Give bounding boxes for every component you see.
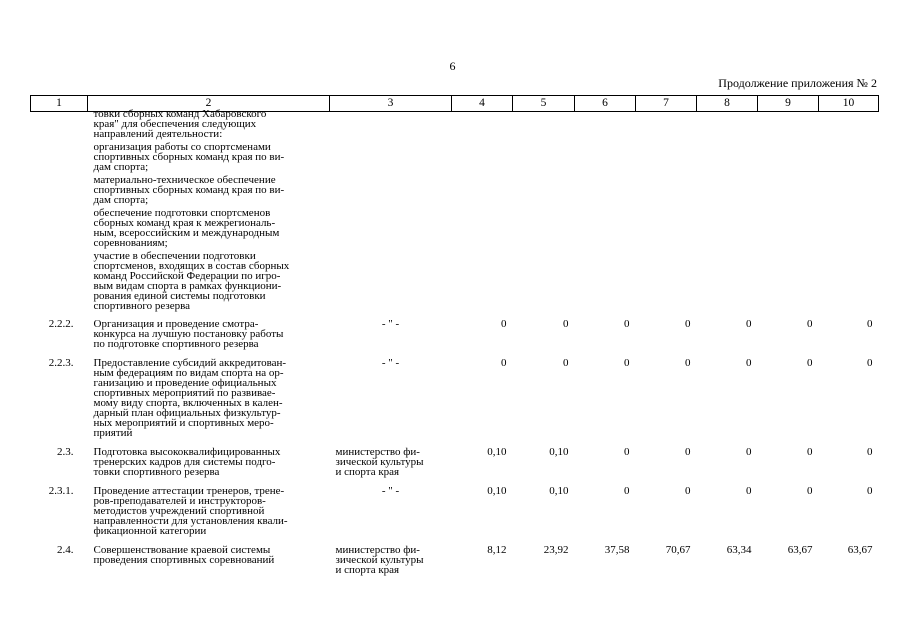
intro-paragraph: организация работы со спортсменами спортивных сборных команд края по ви- дам спорта; [93, 141, 285, 173]
row-value: 0 [867, 446, 873, 458]
row-description: Организация и проведение смотра- конкурса на лучшую постановку работы по подготовке спортивного резерва [93, 318, 284, 350]
row-value: 0 [685, 357, 691, 369]
row-value: 63,34 [726, 544, 752, 556]
row-empty-cells [330, 112, 879, 312]
row-value: 0 [685, 446, 691, 458]
row-value: 0 [867, 318, 873, 330]
table-row [31, 112, 879, 312]
row-number [31, 112, 88, 312]
header-col-1: 1 [31, 96, 88, 112]
row-value: 0 [746, 357, 752, 369]
intro-paragraph: товки сборных команд Хабаровского края" для обеспечения следующих направлений деятельности: [93, 108, 267, 140]
header-col-7: 7 [636, 96, 697, 112]
header-col-5: 5 [513, 96, 575, 112]
row-value: 0 [685, 485, 691, 497]
row-value: 0 [685, 318, 691, 330]
row-value: 0 [807, 318, 813, 330]
table-row [31, 537, 879, 576]
program-table [30, 95, 879, 576]
row-value: 0 [807, 485, 813, 497]
header-col-4: 4 [452, 96, 513, 112]
row-value: 0 [624, 357, 630, 369]
page-number: 6 [449, 59, 456, 73]
row-description: Проведение аттестации тренеров, трене- ров-преподавателей и инструкторов- методистов учреждений спортивной направленности для установления квали- фикационной категории [93, 485, 288, 537]
row-value: 70,67 [665, 544, 691, 556]
row-executor: - " - [381, 357, 400, 369]
header-col-6: 6 [575, 96, 636, 112]
row-value: 0 [624, 485, 630, 497]
row-value: 0,10 [549, 446, 569, 458]
row-value: 0 [501, 318, 507, 330]
intro-paragraph: участие в обеспечении подготовки спортсменов, входящих в состав сборных команд Российской Федерации по игро- вым видам спорта в рамках функциони- рования единой системы подготовки спортивного резерва [93, 250, 290, 312]
row-value: 0 [867, 485, 873, 497]
row-description: Совершенствование краевой системы проведения спортивных соревнований [93, 544, 275, 566]
row-description [88, 108, 330, 312]
row-executor: министерство фи- зической культуры и спорта края [335, 446, 424, 478]
row-value: 0 [746, 446, 752, 458]
row-value: 0 [624, 318, 630, 330]
header-col-9: 9 [758, 96, 819, 112]
row-number: 2.3.1. [48, 485, 74, 497]
intro-paragraph: материально-техническое обеспечение спортивных сборных команд края по ви- дам спорта; [93, 174, 285, 206]
table-row [31, 439, 879, 478]
row-value: 0 [563, 357, 569, 369]
row-value: 0,10 [487, 485, 507, 497]
row-value: 63,67 [847, 544, 873, 556]
row-description: Подготовка высококвалифицированных тренерских кадров для системы подго- товки спортивного резерва [93, 446, 281, 478]
row-executor: - " - [381, 318, 400, 330]
row-value: 0,10 [487, 446, 507, 458]
row-value: 0 [746, 485, 752, 497]
header-col-2: 2 [88, 96, 330, 112]
header-col-3: 3 [330, 96, 452, 112]
row-value: 0 [501, 357, 507, 369]
row-number: 2.2.2. [48, 318, 74, 330]
row-value: 0 [867, 357, 873, 369]
row-number: 2.4. [57, 544, 74, 556]
row-description: Предоставление субсидий аккредитован- ным федерациям по видам спорта на ор- ганизацию и проведение официальных спортивных мероприятий по развивае- мому виду спорта, включенных в кален- дарный план официальных физкультур- ных мероприятий и спортивных меро- приятий [93, 357, 287, 439]
row-executor: министерство фи- зической культуры и спорта края [335, 544, 424, 576]
row-value: 0 [746, 318, 752, 330]
row-value: 0 [563, 318, 569, 330]
row-value: 0 [807, 357, 813, 369]
header-col-10: 10 [819, 96, 879, 112]
row-value: 0 [624, 446, 630, 458]
intro-paragraph: обеспечение подготовки спортсменов сборных команд края к межрегиональ- ным, всероссийским и международным соревнованиям; [93, 207, 280, 249]
table-row [31, 478, 879, 537]
table-row [31, 350, 879, 439]
row-executor: - " - [381, 485, 400, 497]
row-value: 0,10 [549, 485, 569, 497]
header-col-8: 8 [697, 96, 758, 112]
continuation-label: Продолжение приложения № 2 [718, 76, 877, 90]
row-number: 2.3. [57, 446, 74, 458]
table-row [31, 311, 879, 350]
row-value: 8,12 [487, 544, 507, 556]
row-value: 0 [807, 446, 813, 458]
row-value: 23,92 [543, 544, 569, 556]
row-value: 37,58 [604, 544, 630, 556]
row-number: 2.2.3. [48, 357, 74, 369]
row-value: 63,67 [787, 544, 813, 556]
